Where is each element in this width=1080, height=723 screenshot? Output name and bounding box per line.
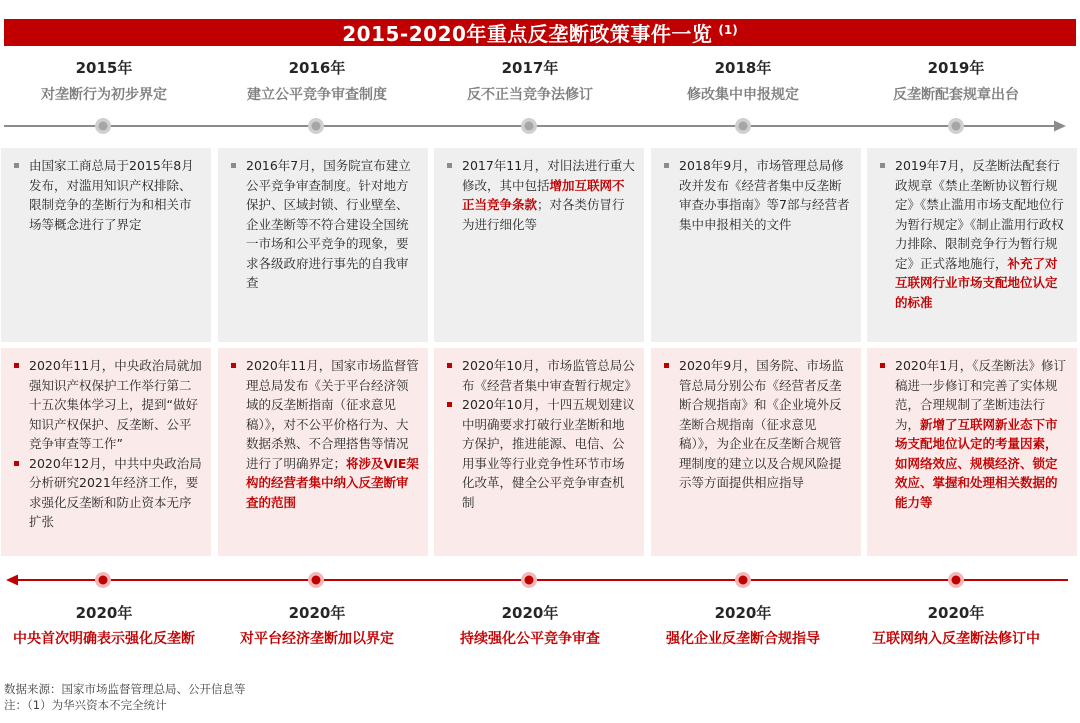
top-year-2018: 2018年 — [714, 59, 772, 77]
event-text: ；对各类仿冒行为进行细化等 — [462, 197, 625, 232]
top-theme-2016: 建立公平竞争审查制度 — [247, 87, 387, 103]
bottom-theme-d: 强化企业反垄断合规指导 — [666, 631, 820, 647]
top-year-2019: 2019年 — [927, 59, 985, 77]
event-text: 2019年7月，反垄断法配套行政规章《禁止垄断协议暂行规定》《禁止滥用市场支配地位行为暂行规定》《制止滥用行政权力排除、限制竞争行为暂行规定》正式落地施行， — [895, 158, 1064, 271]
top-timeline-arrowhead — [1054, 121, 1066, 132]
event-box-2015 — [1, 148, 211, 342]
event-bullet — [875, 156, 1069, 312]
event-box-2020-b — [218, 348, 428, 556]
event-bullet — [9, 156, 203, 234]
page-title: 2015-2020年重点反垄断政策事件一览 — [342, 22, 713, 46]
event-box-2020-a — [1, 348, 211, 556]
top-theme-2018: 修改集中申报规定 — [687, 87, 799, 103]
event-text: 2020年10月，市场监管总局公布《经营者集中审查暂行规定》 — [462, 358, 638, 393]
event-bullet — [226, 356, 420, 512]
title-footnote-marker: (1) — [718, 22, 738, 37]
event-bullet — [9, 356, 203, 454]
event-bullet — [442, 356, 636, 395]
event-bullet — [9, 454, 203, 532]
event-box-2019 — [867, 148, 1077, 342]
highlighted-text: 将涉及VIE架构的经营者集中纳入反垄断审查的范围 — [246, 455, 419, 510]
bottom-year-d: 2020年 — [714, 604, 772, 622]
event-text: 2018年9月，市场管理总局修改并发布《经营者集中反垄断审查办事指南》等7部与经营者集中申报相关的文件 — [679, 158, 850, 232]
event-text: 2020年1月，《反垄断法》修订稿进一步修订和完善了实体规范，合理规制了垄断违法行为， — [895, 358, 1067, 432]
bottom-year-b: 2020年 — [288, 604, 346, 622]
highlighted-text: 增加互联网不正当竞争条款 — [462, 177, 625, 212]
event-text: 2020年12月，中共中央政治局分析研究2021年经济工作，要求强化反垄断和防止资本无序扩张 — [29, 455, 202, 529]
event-text: 2020年11月，中央政治局就加强知识产权保护工作举行第二十五次集体学习上，提到“做好知识产权保护、反垄断、公平竞争审查等工作” — [29, 358, 202, 451]
event-bullet — [442, 156, 636, 234]
event-box-2020-e — [867, 348, 1077, 556]
bottom-year-e: 2020年 — [927, 604, 985, 622]
bottom-theme-b: 对平台经济垄断加以界定 — [240, 631, 394, 647]
bottom-timeline-arrowhead — [6, 575, 18, 586]
top-theme-2017: 反不正当竞争法修订 — [467, 87, 593, 103]
event-text: 2020年9月，国务院、市场监管总局分别公布《经营者反垄断合规指南》和《企业境外反垄断合规指南（征求意见稿）》，为企业在反垄断合规管理制度的建立以及合规风险提示等方面提供相应指导 — [679, 358, 844, 490]
bottom-year-a: 2020年 — [75, 604, 133, 622]
bottom-timeline — [0, 568, 1080, 592]
event-text: 2020年11月，国家市场监督管理总局发布《关于平台经济领域的反垄断指南（征求意见稿）》，对不公平价格行为、大数据杀熟、不合理搭售等情况进行了明确界定； — [246, 358, 419, 471]
bottom-year-c: 2020年 — [501, 604, 559, 622]
bottom-theme-a: 中央首次明确表示强化反垄断 — [13, 631, 195, 647]
event-text: 由国家工商总局于2015年8月发布，对滥用知识产权排除、限制竞争的垄断行为和相关市场等概念进行了界定 — [29, 158, 194, 232]
top-year-2016: 2016年 — [288, 59, 346, 77]
bottom-theme-e: 互联网纳入反垄断法修订中 — [872, 631, 1040, 647]
title-banner — [4, 19, 1076, 46]
event-box-2017 — [434, 148, 644, 342]
highlighted-text: 新增了互联网新业态下市场支配地位认定的考量因素，如网络效应、规模经济、锁定效应、掌握和处理相关数据的能力等 — [895, 416, 1058, 510]
footnote: 注：（1）为华兴资本不完全统计 — [4, 698, 167, 712]
event-box-2020-d — [651, 348, 861, 556]
source-note: 数据来源：国家市场监督管理总局、公开信息等 — [4, 682, 246, 696]
event-bullet — [875, 356, 1069, 512]
event-text: 2016年7月，国务院宣布建立公平竞争审查制度。针对地方保护、区域封锁、行业壁垒、企业垄断等不符合建设全国统一市场和公平竞争的现象，要求各级政府进行事先的自我审查 — [246, 158, 411, 290]
top-theme-2019: 反垄断配套规章出台 — [893, 87, 1019, 103]
bottom-theme-c: 持续强化公平竞争审查 — [460, 631, 600, 647]
event-box-2020-c — [434, 348, 644, 556]
event-bullet — [226, 156, 420, 293]
top-year-2015: 2015年 — [75, 59, 133, 77]
event-box-2018 — [651, 148, 861, 342]
event-bullet — [659, 156, 853, 234]
event-box-2016 — [218, 148, 428, 342]
event-bullet — [442, 395, 636, 512]
highlighted-text: 补充了对互联网行业市场支配地位认定的标准 — [895, 255, 1058, 310]
top-timeline — [0, 114, 1080, 138]
event-bullet — [659, 356, 853, 493]
event-text: 2017年11月，对旧法进行重大修改，其中包括 — [462, 158, 635, 193]
top-theme-2015: 对垄断行为初步界定 — [41, 87, 167, 103]
top-year-2017: 2017年 — [501, 59, 559, 77]
event-text: 2020年10月，十四五规划建议中明确要求打破行业垄断和地方保护，推进能源、电信、公用事业等行业竞争性环节市场化改革，健全公平竞争审查机制 — [462, 397, 635, 510]
